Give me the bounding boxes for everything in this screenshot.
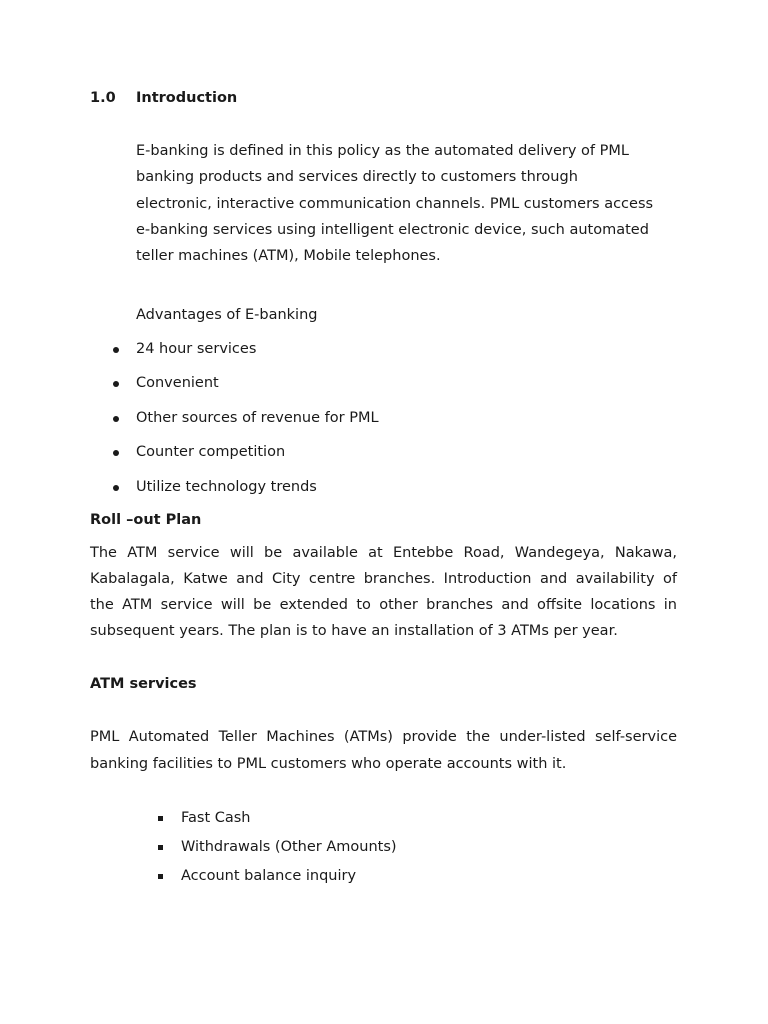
list-item-label: Utilize technology trends bbox=[136, 479, 317, 495]
section-title: Introduction bbox=[136, 90, 238, 106]
rollout-line: the ATM service will be extended to other branches and offsite locations in bbox=[90, 597, 677, 613]
list-item-label: Convenient bbox=[136, 375, 219, 391]
square-bullet-icon bbox=[158, 816, 163, 821]
intro-line: banking products and services directly to customers through bbox=[136, 169, 578, 185]
list-item-label: Fast Cash bbox=[181, 810, 251, 826]
bullet-icon bbox=[113, 347, 119, 353]
square-bullet-icon bbox=[158, 845, 163, 850]
list-item-label: Withdrawals (Other Amounts) bbox=[181, 839, 397, 855]
advantages-title: Advantages of E-banking bbox=[136, 307, 318, 323]
rollout-line: Kabalagala, Katwe and City centre branches. Introduction and availability of bbox=[90, 571, 677, 587]
intro-line: E-banking is defined in this policy as the automated delivery of PML bbox=[136, 143, 629, 159]
bullet-icon bbox=[113, 416, 119, 422]
bullet-icon bbox=[113, 450, 119, 456]
intro-line: electronic, interactive communication channels. PML customers access bbox=[136, 196, 654, 212]
list-item-label: Counter competition bbox=[136, 444, 286, 460]
bullet-icon bbox=[113, 485, 119, 491]
bullet-icon bbox=[113, 381, 119, 387]
rollout-title: Roll –out Plan bbox=[90, 512, 202, 528]
list-item-label: Other sources of revenue for PML bbox=[136, 410, 379, 426]
atm-services-title: ATM services bbox=[90, 676, 197, 692]
rollout-line: subsequent years. The plan is to have an installation of 3 ATMs per year. bbox=[90, 623, 618, 639]
rollout-line: The ATM service will be available at Entebbe Road, Wandegeya, Nakawa, bbox=[90, 545, 677, 561]
atm-services-line: banking facilities to PML customers who operate accounts with it. bbox=[90, 756, 567, 772]
square-bullet-icon bbox=[158, 874, 163, 879]
list-item-label: Account balance inquiry bbox=[181, 868, 357, 884]
intro-line: e-banking services using intelligent electronic device, such automated bbox=[136, 222, 649, 238]
atm-services-line: PML Automated Teller Machines (ATMs) provide the under-listed self-service bbox=[90, 729, 677, 745]
section-number: 1.0 bbox=[90, 90, 116, 106]
intro-line: teller machines (ATM), Mobile telephones. bbox=[136, 248, 441, 264]
list-item-label: 24 hour services bbox=[136, 341, 257, 357]
